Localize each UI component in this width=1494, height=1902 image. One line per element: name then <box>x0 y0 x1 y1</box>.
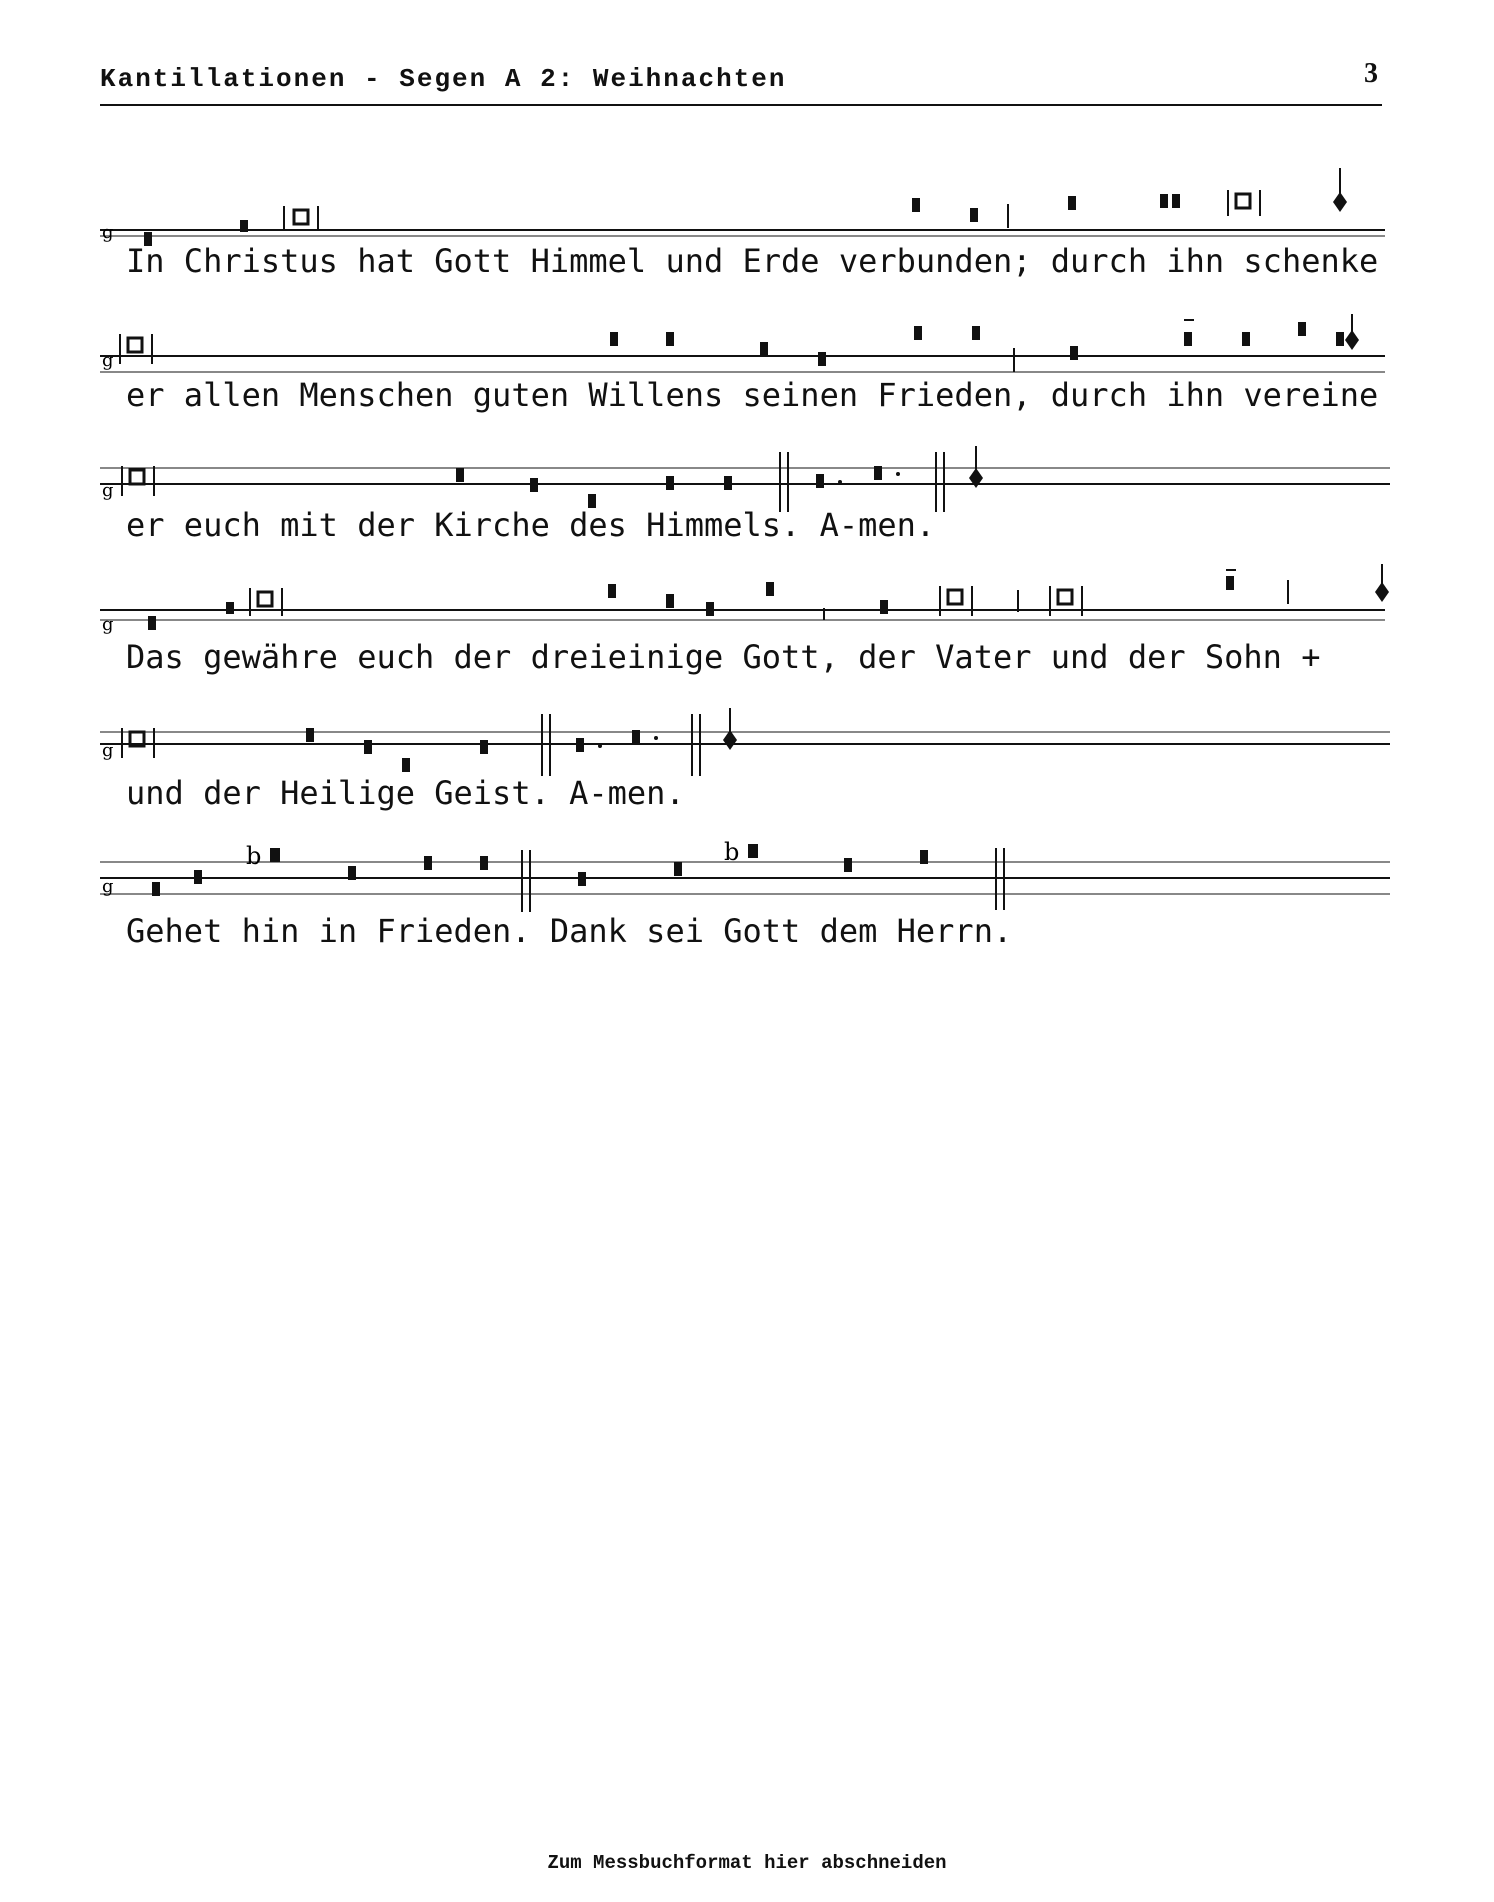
chant-staff-4 <box>100 564 1390 634</box>
clef-sign: g <box>102 876 114 897</box>
chant-system-1 <box>100 168 1390 298</box>
lyric-line-6: Gehet hin in Frieden. Dank sei Gott dem Herrn. <box>126 912 1013 950</box>
chant-system-3 <box>100 432 1390 562</box>
chant-staff-5 <box>100 700 1390 770</box>
lyric-line-2: er allen Menschen guten Willens seinen Frieden, durch ihn vereine <box>126 376 1379 414</box>
chant-system-2 <box>100 302 1390 432</box>
flat-sign: b <box>724 838 740 866</box>
clef-sign: g <box>102 222 114 243</box>
page-header <box>100 58 1382 106</box>
lyric-line-5: und der Heilige Geist. A-men. <box>126 774 685 812</box>
cut-instruction: Zum Messbuchformat hier abschneiden <box>547 1852 947 1874</box>
lyric-line-4: Das gewähre euch der dreieinige Gott, der Vater und der Sohn + <box>126 638 1321 676</box>
page-number: 3 <box>1364 58 1378 89</box>
lyric-line-1: In Christus hat Gott Himmel und Erde verbunden; durch ihn schenke <box>126 242 1379 280</box>
clef-sign: g <box>102 614 114 635</box>
chant-staff-3 <box>100 432 1390 502</box>
flat-sign: b <box>246 842 262 870</box>
clef-sign: g <box>102 740 114 761</box>
chant-staff-1 <box>100 168 1390 243</box>
chant-staff-2 <box>100 302 1390 372</box>
chant-system-5 <box>100 700 1390 830</box>
header-title: Kantillationen - Segen A 2: Weihnachten <box>100 64 787 94</box>
clef-sign: g <box>102 350 114 371</box>
clef-sign: g <box>102 480 114 501</box>
chant-system-4 <box>100 564 1390 694</box>
chant-staff-6 <box>100 838 1390 908</box>
lyric-line-3: er euch mit der Kirche des Himmels. A-men. <box>126 506 936 544</box>
chant-system-6 <box>100 838 1390 968</box>
